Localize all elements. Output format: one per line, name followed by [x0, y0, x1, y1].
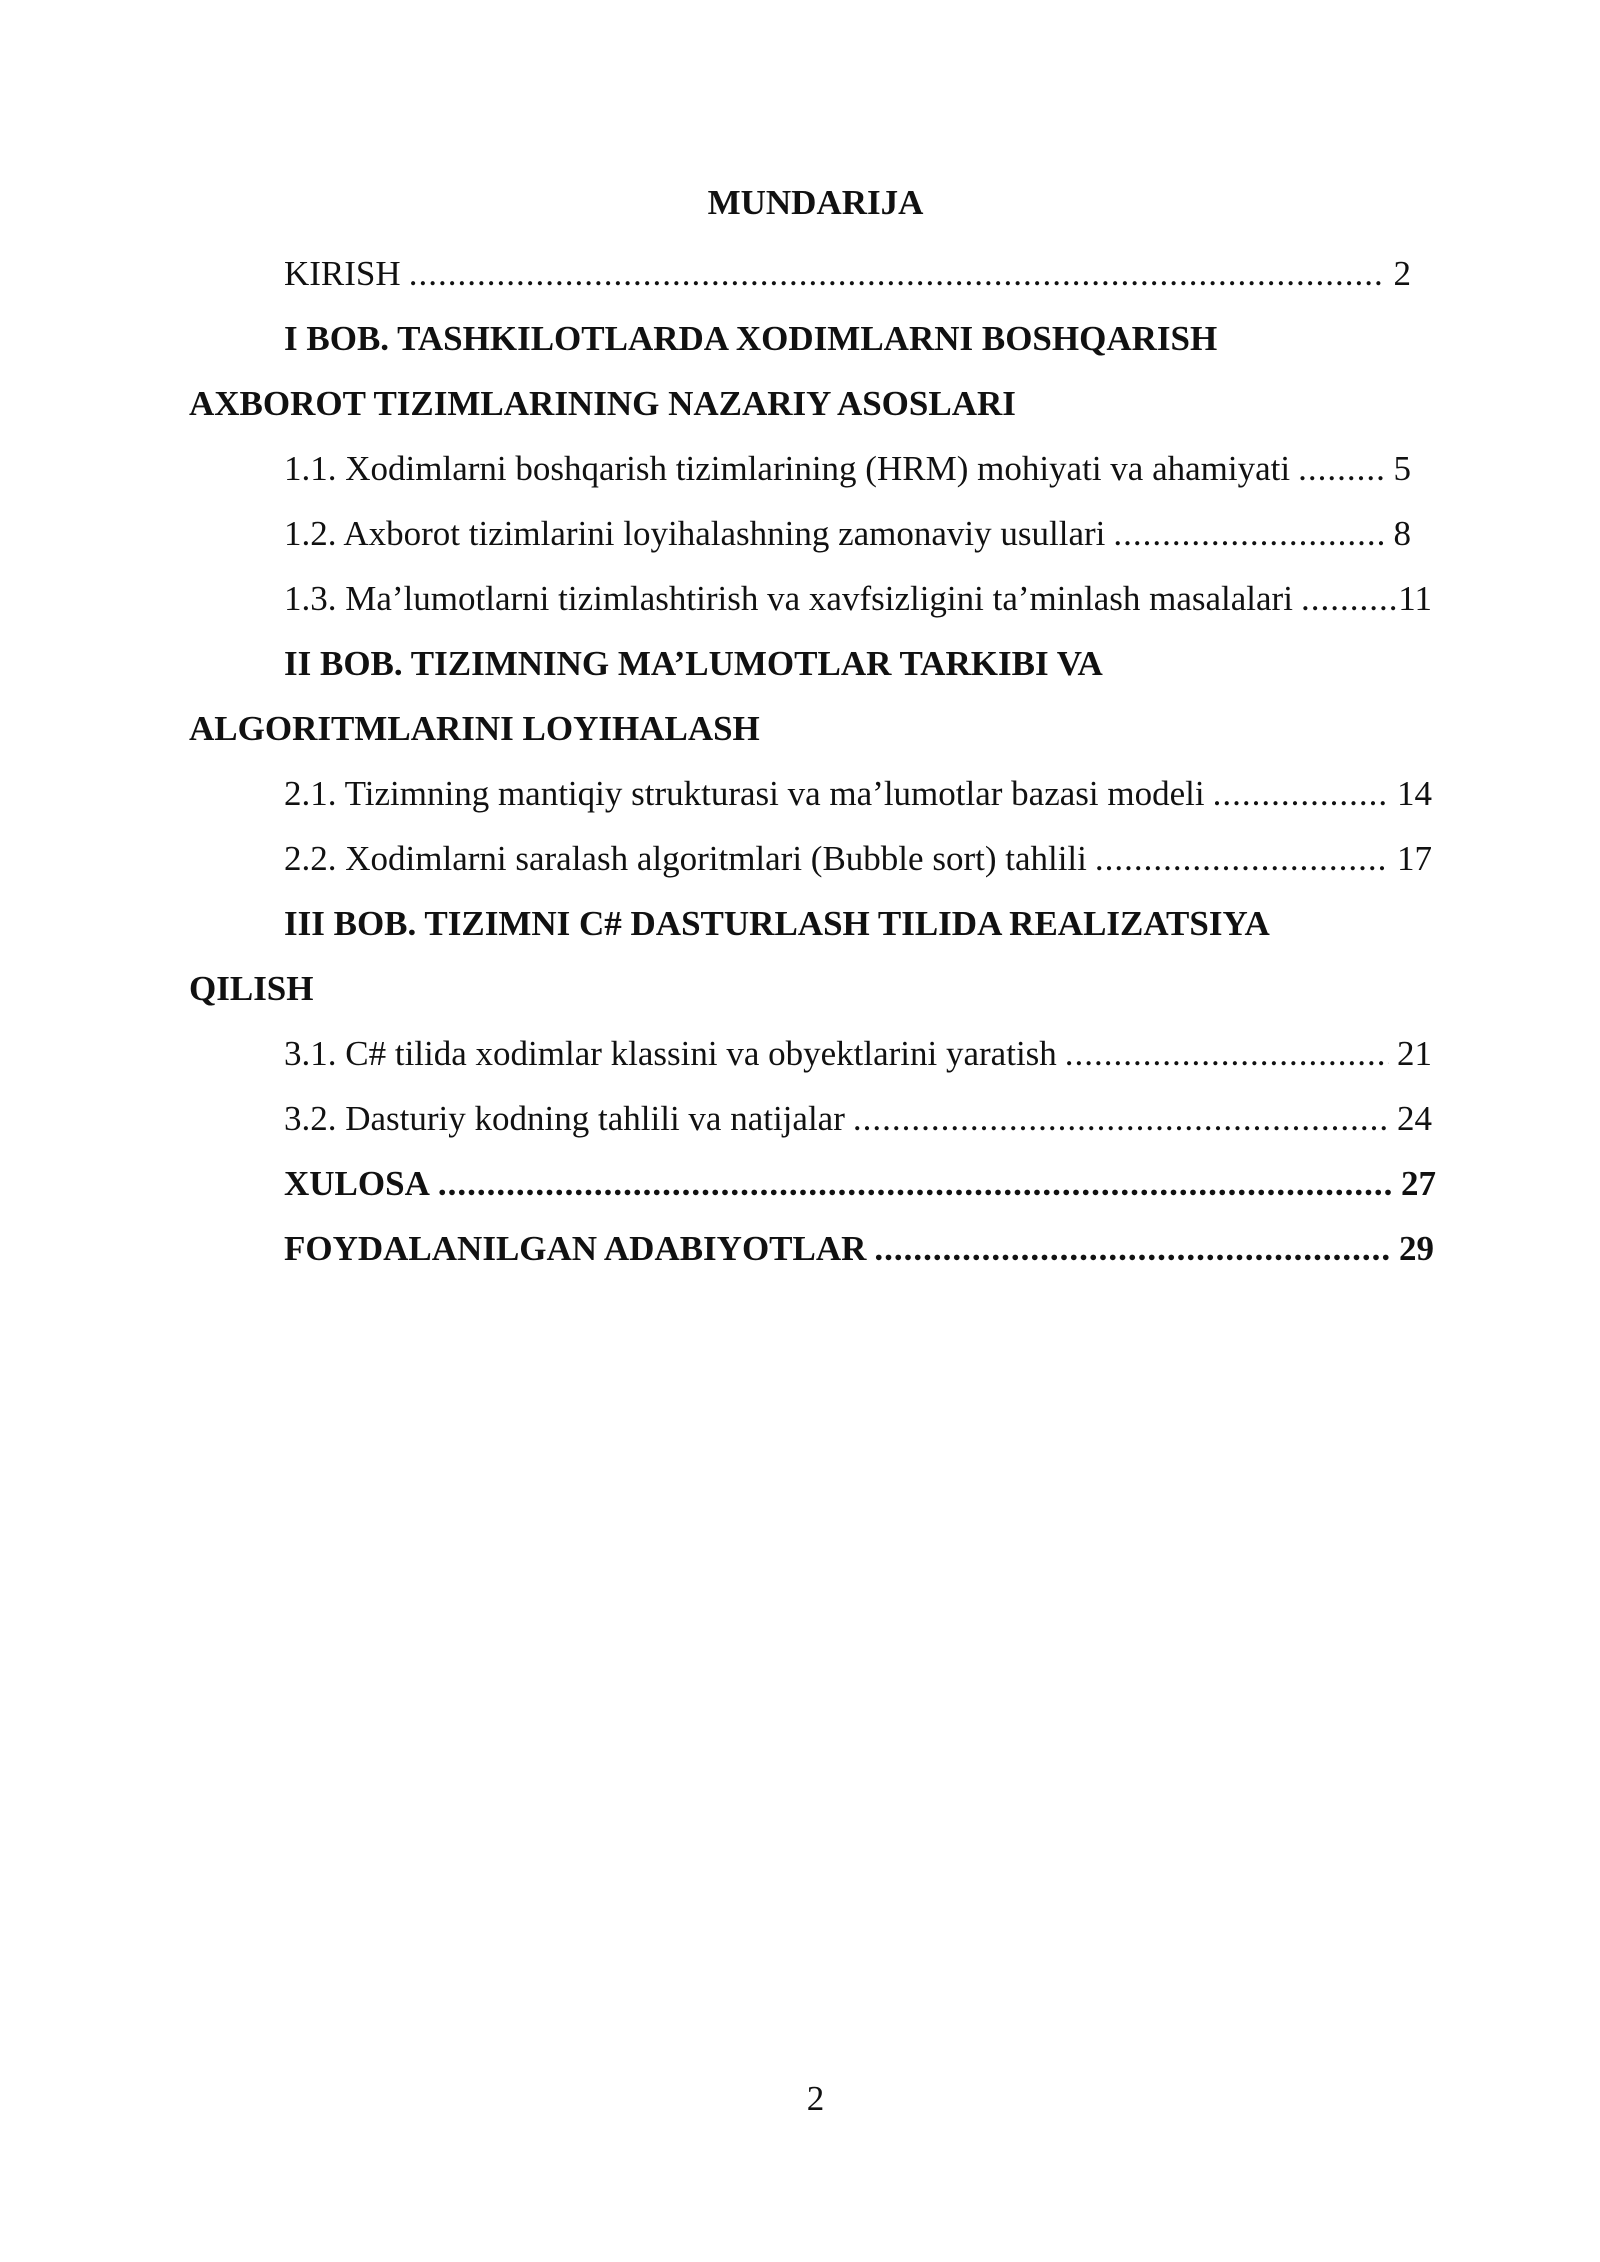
toc-entry-page: 29: [1399, 1229, 1434, 1268]
dot-leader: [409, 251, 1386, 297]
toc-entry-text: 1.3. Ma’lumotlarni tizimlashtirish va xavfsizligini ta’minlash masalalari: [284, 579, 1293, 618]
dot-leader: [853, 1096, 1389, 1142]
chapter-3-heading-line-1[interactable]: III BOB. TIZIMNI C# DASTURLASH TILIDA REALIZATSIYA: [284, 904, 1270, 943]
toc-entry-1-2[interactable]: [284, 511, 1411, 557]
toc-entry-2-1[interactable]: [284, 771, 1432, 817]
chapter-1-heading-line-1[interactable]: I BOB. TASHKILOTLARDA XODIMLARNI BOSHQARISH: [284, 319, 1218, 358]
dot-leader: [438, 1161, 1393, 1207]
toc-entry-page: 27: [1401, 1164, 1436, 1203]
chapter-2-heading-line-1[interactable]: II BOB. TIZIMNING MA’LUMOTLAR TARKIBI VA: [284, 644, 1103, 683]
toc-entry-text: 1.2. Axborot tizimlarini loyihalashning zamonaviy usullari: [284, 514, 1106, 553]
chapter-1-heading-line-2[interactable]: AXBOROT TIZIMLARINING NAZARIY ASOSLARI: [189, 384, 1016, 423]
toc-entry-text: KIRISH: [284, 254, 401, 293]
toc-entry-page: 2: [1393, 254, 1411, 293]
toc-entry-text: XULOSA: [284, 1164, 430, 1203]
toc-entry-2-2[interactable]: [284, 836, 1432, 882]
toc-entry-page: 21: [1397, 1034, 1432, 1073]
chapter-2-heading-line-2[interactable]: ALGORITMLARINI LOYIHALASH: [189, 709, 760, 748]
dot-leader: [1298, 446, 1385, 492]
toc-entry-adabiyotlar[interactable]: [284, 1226, 1434, 1272]
toc-entry-page: 17: [1397, 839, 1432, 878]
toc-entry-text: 1.1. Xodimlarni boshqarish tizimlarining (HRM) mohiyati va ahamiyati: [284, 449, 1291, 488]
page-number: 2: [806, 2079, 825, 2118]
toc-entry-3-2[interactable]: [284, 1096, 1432, 1142]
toc-entry-text: 3.1. C# tilida xodimlar klassini va obyektlarini yaratish: [284, 1034, 1057, 1073]
toc-entry-page: 11: [1398, 579, 1432, 618]
dot-leader: [1113, 511, 1385, 557]
toc-entry-1-3[interactable]: [284, 576, 1432, 622]
dot-leader: [1065, 1031, 1389, 1077]
toc-entry-text: FOYDALANILGAN ADABIYOTLAR: [284, 1229, 867, 1268]
toc-entry-xulosa[interactable]: [284, 1161, 1436, 1207]
dot-leader: [1301, 576, 1398, 622]
toc-entry-1-1[interactable]: [284, 446, 1411, 492]
chapter-3-heading-line-2[interactable]: QILISH: [189, 969, 314, 1008]
toc-entry-page: 14: [1397, 774, 1432, 813]
dot-leader: [1095, 836, 1389, 882]
toc-entry-text: 2.2. Xodimlarni saralash algoritmlari (Bubble sort) tahlili: [284, 839, 1087, 878]
dot-leader: [874, 1226, 1391, 1272]
toc-entry-text: 2.1. Tizimning mantiqiy strukturasi va ma’lumotlar bazasi modeli: [284, 774, 1205, 813]
toc-entry-page: 24: [1397, 1099, 1432, 1138]
toc-entry-3-1[interactable]: [284, 1031, 1432, 1077]
toc-entry-text: 3.2. Dasturiy kodning tahlili va natijalar: [284, 1099, 845, 1138]
toc-entry-page: 8: [1393, 514, 1411, 553]
toc-entry-page: 5: [1393, 449, 1411, 488]
page-title: MUNDARIJA: [707, 183, 924, 222]
dot-leader: [1213, 771, 1389, 817]
toc-entry-kirish[interactable]: [284, 251, 1411, 297]
